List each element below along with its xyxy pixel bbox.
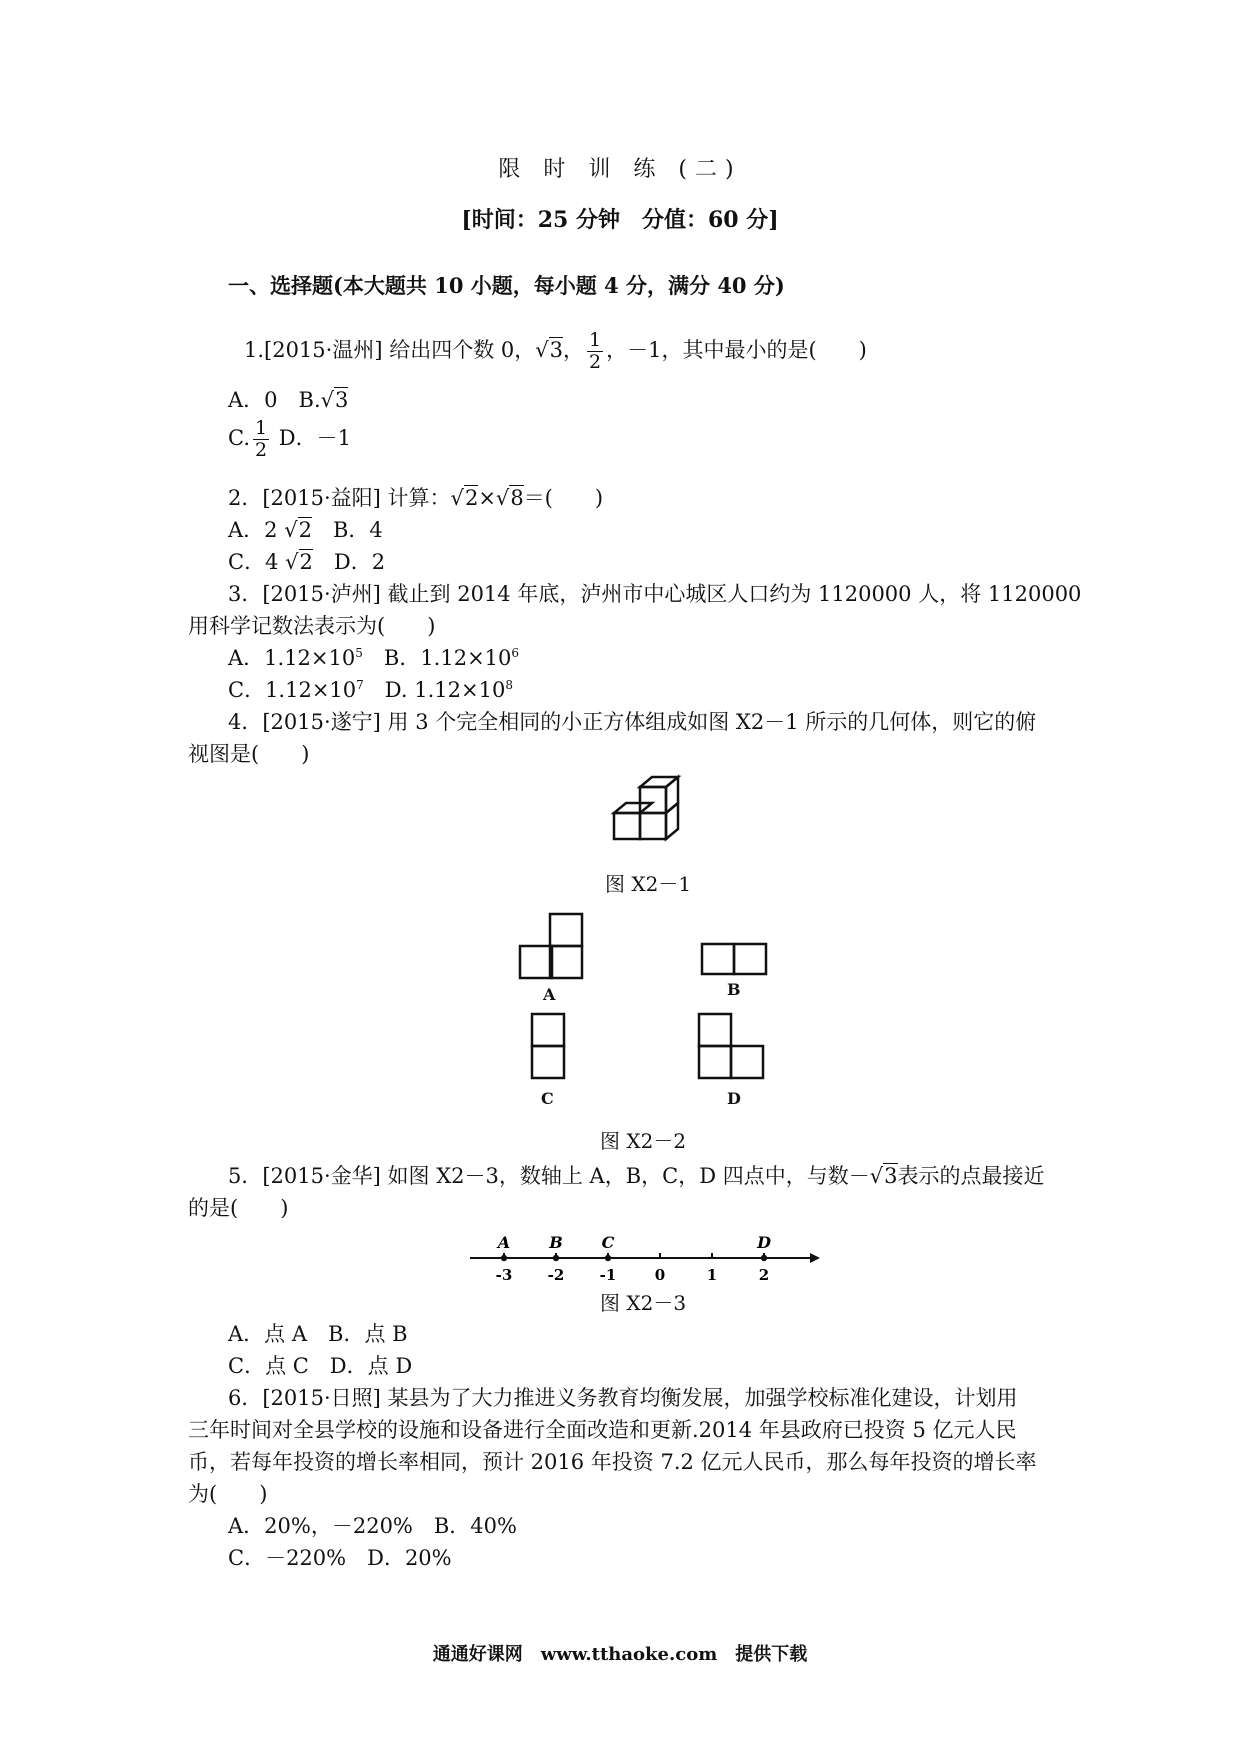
tick-label: 2	[758, 1266, 770, 1284]
tick-label: -2	[547, 1266, 565, 1284]
question-3-line-2: 用科学记数法表示为( )	[188, 614, 436, 638]
question-3-options-ab: A．$1.12\times 10^5$ B．$1.12\times 10^6$	[228, 646, 520, 670]
question-1-options-ab: A．0 B.√3	[228, 388, 349, 412]
tick-label: -1	[599, 1266, 617, 1284]
question-3-line-1: 3．[2015·泸州] 截止到 2014 年底，泸州市中心城区人口约为 1120000 人，将 1120000	[228, 582, 1082, 606]
figure-caption-x2-1: 图 X2－1	[605, 872, 692, 896]
point-label: B	[549, 1233, 563, 1252]
question-6-line-3: 币，若每年投资的增长率相同，预计 2016 年投资 7.2 亿元人民币，那么每年投资的增长率	[188, 1450, 1037, 1474]
question-6-line-4: 为( )	[188, 1482, 268, 1506]
point-label: D	[757, 1233, 771, 1252]
fraction: $\frac{1}{2}$	[255, 417, 268, 461]
question-1-stem: 1.[2015·温州] 给出四个数 0，√3， $\frac{1}{2}$ ，－1，其中最小的是( )	[244, 329, 867, 373]
sqrt-symbol: √3	[869, 1164, 898, 1188]
figure-caption-x2-3: 图 X2－3	[600, 1291, 687, 1315]
option-a-label: A	[543, 985, 556, 1004]
point-dot	[761, 1255, 767, 1261]
sqrt-symbol: √2	[284, 518, 312, 542]
arrow-icon	[810, 1253, 820, 1263]
question-5-line-2: 的是( )	[188, 1196, 289, 1220]
question-3-options-cd: C．$1.12\times 10^7$ D. $1.12\times 10^8$	[228, 678, 513, 702]
section-heading: 一、选择题(本大题共 10 小题，每小题 4 分，满分 40 分)	[228, 273, 785, 298]
tick-label: -3	[495, 1266, 513, 1284]
question-2-stem: 2．[2015·益阳] 计算：√2×√8＝( )	[228, 486, 604, 510]
tick-label: 0	[654, 1266, 666, 1284]
option-b-label: B	[727, 980, 741, 999]
fraction: $\frac{1}{2}$	[589, 329, 602, 373]
sqrt-symbol: √8	[495, 486, 524, 510]
option-d-label: D	[727, 1089, 741, 1108]
page-subtitle: [时间：25 分钟 分值：60 分]	[461, 207, 779, 233]
question-5-options-cd: C．点 C D．点 D	[228, 1354, 413, 1378]
question-4-line-1: 4．[2015·遂宁] 用 3 个完全相同的小正方体组成如图 X2－1 所示的几何体，则它的俯	[228, 710, 1037, 734]
point-dot	[501, 1255, 507, 1261]
question-1-options-cd: C. $\frac{1}{2}$ D．－1	[228, 417, 351, 461]
question-2-options-cd: C．4 √2 D．2	[228, 550, 386, 574]
question-5-line-1: 5．[2015·金华] 如图 X2－3，数轴上 A，B，C，D 四点中，与数－√3表示的点最接近	[228, 1164, 1045, 1188]
question-6-line-2: 三年时间对全县学校的设施和设备进行全面改造和更新.2014 年县政府已投资 5 亿元人民	[188, 1418, 1017, 1442]
footer-source: 通通好课网 www.tthaoke.com 提供下载	[432, 1644, 808, 1665]
point-dot	[605, 1255, 611, 1261]
question-2-options-ab: A．2 √2 B．4	[228, 518, 383, 542]
sqrt-symbol: √2	[450, 486, 479, 510]
point-label: A	[497, 1233, 511, 1252]
point-label: C	[601, 1233, 615, 1252]
sqrt-symbol: √3	[320, 388, 349, 412]
question-4-line-2: 视图是( )	[188, 742, 310, 766]
point-dot	[553, 1255, 559, 1261]
figure-caption-x2-2: 图 X2－2	[600, 1129, 687, 1153]
tick-label: 1	[706, 1266, 718, 1284]
question-6-options-cd: C．－220% D．20%	[228, 1546, 452, 1570]
question-6-line-1: 6．[2015·日照] 某县为了大力推进义务教育均衡发展，加强学校标准化建设，计划用	[228, 1386, 1018, 1410]
question-6-options-ab: A．20%，－220% B．40%	[228, 1514, 517, 1538]
option-c-label: C	[541, 1089, 554, 1108]
sqrt-symbol: √2	[285, 550, 313, 574]
sqrt-symbol: √3	[535, 337, 564, 362]
question-5-options-ab: A．点 A B．点 B	[228, 1322, 408, 1346]
page-title: 限 时 训 练 (二)	[498, 157, 742, 182]
